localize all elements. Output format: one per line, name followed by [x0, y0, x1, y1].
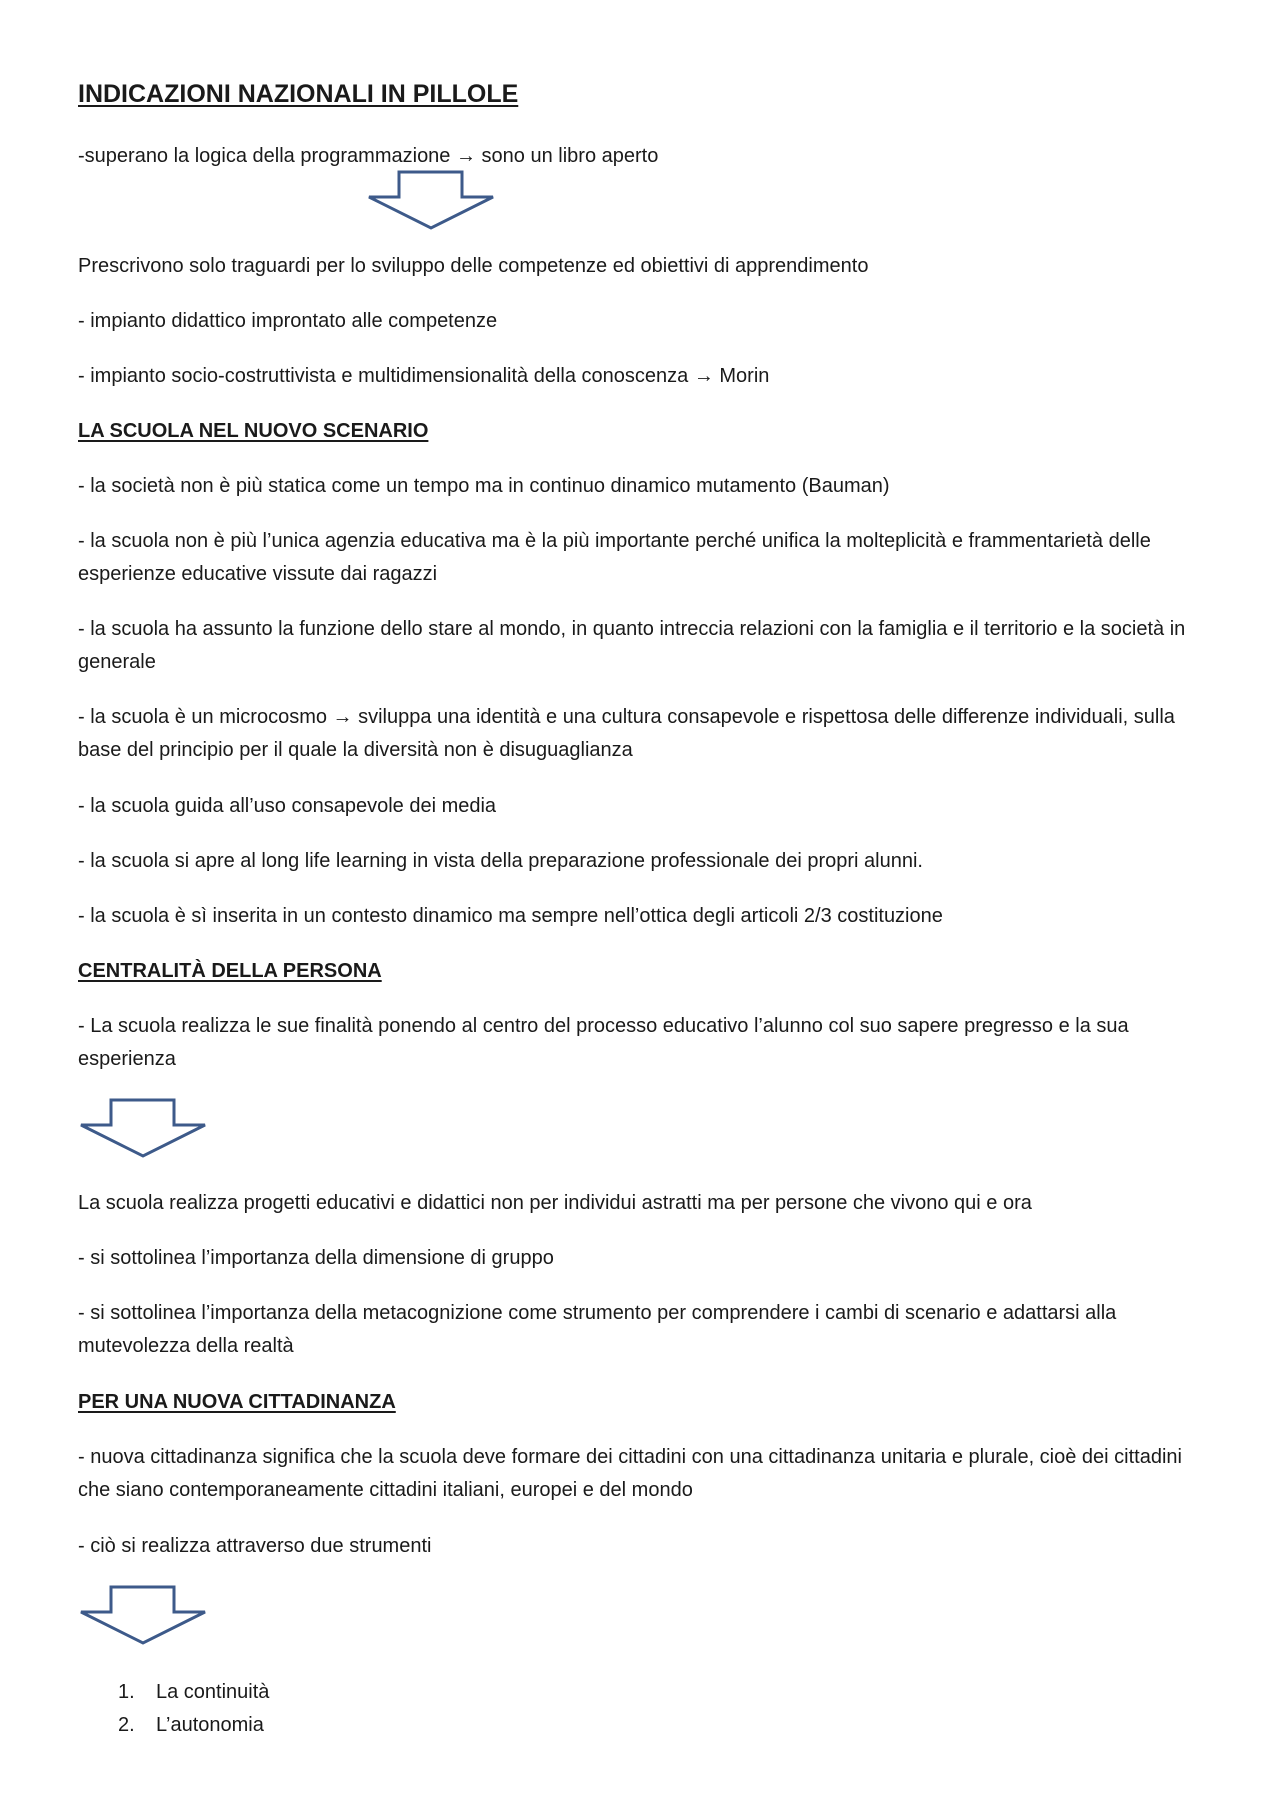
section-paragraph: La scuola realizza progetti educativi e didattici non per individui astratti ma per persone che vivono qui e ora: [78, 1192, 1032, 1214]
intro-paragraph-1: Prescrivono solo traguardi per lo sviluppo delle competenze ed obiettivi di apprendimento: [78, 255, 869, 277]
section-paragraph: - nuova cittadinanza significa che la scuola deve formare dei cittadini con una cittadinanza unitaria e plurale, cioè dei cittadini che siano contemporaneamente cittadini italiani, europei e del mondo: [78, 1446, 1182, 1501]
list-item: - la società non è più statica come un tempo ma in continuo dinamico mutamento (Bauman): [78, 475, 890, 497]
list-item: [118, 1676, 269, 1709]
list-item: - la scuola è sì inserita in un contesto dinamico ma sempre nell’ottica degli articoli 2/3 costituzione: [78, 905, 943, 927]
list-item: - la scuola guida all’uso consapevole dei media: [78, 795, 497, 817]
list-text: La continuità: [156, 1681, 270, 1703]
list-item: - la scuola è un microcosmo → sviluppa una identità e una cultura consapevole e rispettosa delle differenze individuali, sulla base del principio per il quale la diversità non è disuguaglianza: [78, 706, 1175, 761]
section-heading-scenario: LA SCUOLA NEL NUOVO SCENARIO: [78, 420, 429, 442]
section-paragraph: - si sottolinea l’importanza della metacognizione come strumento per comprendere i cambi di scenario e adattarsi alla mutevolezza della realtà: [78, 1302, 1117, 1357]
list-text: L’autonomia: [156, 1714, 264, 1736]
list-item: [118, 1709, 269, 1742]
section-paragraph: - ciò si realizza attraverso due strumenti: [78, 1535, 432, 1557]
intro-line: -superano la logica della programmazione → sono un libro aperto: [78, 145, 659, 167]
down-arrow-icon: [366, 170, 496, 232]
list-item: - la scuola si apre al long life learning in vista della preparazione professionale dei propri alunni.: [78, 850, 923, 872]
section-heading-persona: CENTRALITÀ DELLA PERSONA: [78, 960, 382, 982]
intro-paragraph-3: - impianto socio-costruttivista e multidimensionalità della conoscenza → Morin: [78, 365, 770, 387]
section-heading-cittadinanza: PER UNA NUOVA CITTADINANZA: [78, 1391, 396, 1413]
list-item: - la scuola ha assunto la funzione dello stare al mondo, in quanto intreccia relazioni con la famiglia e il territorio e la società in generale: [78, 618, 1186, 673]
section-paragraph: - La scuola realizza le sue finalità ponendo al centro del processo educativo l’alunno col suo sapere pregresso e la sua esperienza: [78, 1015, 1129, 1070]
down-arrow-icon: [78, 1098, 208, 1160]
numbered-list: [118, 1676, 269, 1742]
list-number: 2.: [118, 1714, 135, 1736]
section-paragraph: - si sottolinea l’importanza della dimensione di gruppo: [78, 1247, 554, 1269]
down-arrow-icon: [78, 1585, 208, 1647]
intro-paragraph-2: - impianto didattico improntato alle competenze: [78, 310, 498, 332]
page-title: INDICAZIONI NAZIONALI IN PILLOLE: [78, 80, 519, 108]
list-item: - la scuola non è più l’unica agenzia educativa ma è la più importante perché unifica la molteplicità e frammentarietà delle esperienze educative vissute dai ragazzi: [78, 530, 1151, 585]
list-number: 1.: [118, 1681, 135, 1703]
